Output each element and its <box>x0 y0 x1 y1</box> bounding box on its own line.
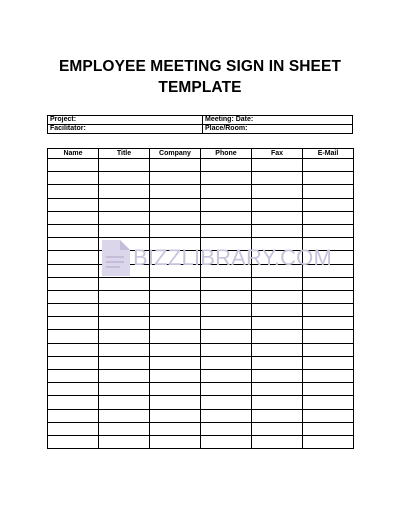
title-cell[interactable] <box>99 383 150 396</box>
place-room-field[interactable]: Place/Room: <box>203 125 353 134</box>
email-cell[interactable] <box>303 224 354 237</box>
company-cell[interactable] <box>150 211 201 224</box>
table-row <box>48 343 354 356</box>
table-row <box>48 422 354 435</box>
fax-cell[interactable] <box>252 304 303 317</box>
name-cell[interactable] <box>48 224 99 237</box>
table-row <box>48 172 354 185</box>
fax-cell[interactable] <box>252 343 303 356</box>
phone-cell[interactable] <box>201 198 252 211</box>
title-cell[interactable] <box>99 159 150 172</box>
company-cell[interactable] <box>150 159 201 172</box>
facilitator-field[interactable]: Facilitator: <box>48 125 203 134</box>
table-row <box>48 370 354 383</box>
name-cell[interactable] <box>48 198 99 211</box>
title-cell[interactable] <box>99 370 150 383</box>
fax-cell[interactable] <box>252 396 303 409</box>
company-cell[interactable] <box>150 343 201 356</box>
email-cell[interactable] <box>303 290 354 303</box>
email-cell[interactable] <box>303 211 354 224</box>
title-cell[interactable] <box>99 435 150 448</box>
fax-cell[interactable] <box>252 224 303 237</box>
email-cell[interactable] <box>303 356 354 369</box>
meeting-date-field[interactable]: Meeting: Date: <box>203 116 353 125</box>
name-cell[interactable] <box>48 238 99 251</box>
fax-cell[interactable] <box>252 277 303 290</box>
table-row <box>48 330 354 343</box>
table-row <box>48 211 354 224</box>
title-cell[interactable] <box>99 172 150 185</box>
fax-cell[interactable] <box>252 330 303 343</box>
table-row <box>48 290 354 303</box>
title-cell[interactable] <box>99 304 150 317</box>
name-cell[interactable] <box>48 251 99 264</box>
title-cell[interactable] <box>99 409 150 422</box>
table-row <box>48 317 354 330</box>
email-cell[interactable] <box>303 370 354 383</box>
name-cell[interactable] <box>48 356 99 369</box>
title-cell[interactable] <box>99 330 150 343</box>
phone-cell[interactable] <box>201 422 252 435</box>
fax-cell[interactable] <box>252 159 303 172</box>
phone-cell[interactable] <box>201 224 252 237</box>
signin-table <box>47 148 354 449</box>
project-field[interactable]: Project: <box>48 116 203 125</box>
column-header-company: Company <box>150 149 201 159</box>
phone-cell[interactable] <box>201 383 252 396</box>
fax-cell[interactable] <box>252 211 303 224</box>
table-row <box>48 224 354 237</box>
name-cell[interactable] <box>48 317 99 330</box>
company-cell[interactable] <box>150 185 201 198</box>
phone-cell[interactable] <box>201 370 252 383</box>
phone-cell[interactable] <box>201 330 252 343</box>
company-cell[interactable] <box>150 409 201 422</box>
phone-cell[interactable] <box>201 185 252 198</box>
email-cell[interactable] <box>303 330 354 343</box>
table-row <box>48 198 354 211</box>
fax-cell[interactable] <box>252 172 303 185</box>
company-cell[interactable] <box>150 356 201 369</box>
name-cell[interactable] <box>48 159 99 172</box>
watermark-text: BIZZLIBRARY.COM <box>133 245 333 270</box>
name-cell[interactable] <box>48 383 99 396</box>
company-cell[interactable] <box>150 383 201 396</box>
signin-table-body <box>48 159 354 449</box>
fax-cell[interactable] <box>252 198 303 211</box>
email-cell[interactable] <box>303 172 354 185</box>
title-cell[interactable] <box>99 290 150 303</box>
table-row <box>48 185 354 198</box>
fax-cell[interactable] <box>252 317 303 330</box>
title-cell[interactable] <box>99 224 150 237</box>
phone-cell[interactable] <box>201 304 252 317</box>
title-cell[interactable] <box>99 422 150 435</box>
email-cell[interactable] <box>303 422 354 435</box>
document-title-line-2: TEMPLATE <box>158 79 242 96</box>
company-cell[interactable] <box>150 370 201 383</box>
table-row <box>48 396 354 409</box>
phone-cell[interactable] <box>201 172 252 185</box>
name-cell[interactable] <box>48 343 99 356</box>
table-row <box>48 409 354 422</box>
phone-cell[interactable] <box>201 343 252 356</box>
phone-cell[interactable] <box>201 409 252 422</box>
fax-cell[interactable] <box>252 356 303 369</box>
table-row <box>48 277 354 290</box>
title-cell[interactable] <box>99 277 150 290</box>
phone-cell[interactable] <box>201 435 252 448</box>
email-cell[interactable] <box>303 198 354 211</box>
column-header-fax: Fax <box>252 149 303 159</box>
fax-cell[interactable] <box>252 422 303 435</box>
email-cell[interactable] <box>303 277 354 290</box>
fax-cell[interactable] <box>252 409 303 422</box>
company-cell[interactable] <box>150 172 201 185</box>
email-cell[interactable] <box>303 383 354 396</box>
fax-cell[interactable] <box>252 383 303 396</box>
name-cell[interactable] <box>48 172 99 185</box>
name-cell[interactable] <box>48 185 99 198</box>
company-cell[interactable] <box>150 198 201 211</box>
info-row <box>48 125 353 134</box>
email-cell[interactable] <box>303 317 354 330</box>
email-cell[interactable] <box>303 343 354 356</box>
table-row <box>48 435 354 448</box>
company-cell[interactable] <box>150 330 201 343</box>
document-title-line-1: EMPLOYEE MEETING SIGN IN SHEET <box>58 58 342 75</box>
watermark <box>101 238 333 278</box>
table-row <box>48 304 354 317</box>
title-cell[interactable] <box>99 356 150 369</box>
title-cell[interactable] <box>99 343 150 356</box>
email-cell[interactable] <box>303 159 354 172</box>
name-cell[interactable] <box>48 290 99 303</box>
company-cell[interactable] <box>150 435 201 448</box>
company-cell[interactable] <box>150 224 201 237</box>
name-cell[interactable] <box>48 330 99 343</box>
email-cell[interactable] <box>303 396 354 409</box>
title-cell[interactable] <box>99 211 150 224</box>
email-cell[interactable] <box>303 304 354 317</box>
name-cell[interactable] <box>48 409 99 422</box>
company-cell[interactable] <box>150 396 201 409</box>
company-cell[interactable] <box>150 422 201 435</box>
column-header-email: E-Mail <box>303 149 354 159</box>
meeting-info-table <box>47 115 353 134</box>
document-icon <box>101 239 131 277</box>
table-row <box>48 356 354 369</box>
phone-cell[interactable] <box>201 277 252 290</box>
info-row <box>48 116 353 125</box>
fax-cell[interactable] <box>252 435 303 448</box>
fax-cell[interactable] <box>252 370 303 383</box>
column-header-name: Name <box>48 149 99 159</box>
column-header-title: Title <box>99 149 150 159</box>
phone-cell[interactable] <box>201 159 252 172</box>
phone-cell[interactable] <box>201 211 252 224</box>
company-cell[interactable] <box>150 317 201 330</box>
signin-header-row <box>48 149 354 159</box>
name-cell[interactable] <box>48 422 99 435</box>
fax-cell[interactable] <box>252 185 303 198</box>
title-cell[interactable] <box>99 317 150 330</box>
title-cell[interactable] <box>99 396 150 409</box>
email-cell[interactable] <box>303 185 354 198</box>
company-cell[interactable] <box>150 277 201 290</box>
name-cell[interactable] <box>48 264 99 277</box>
phone-cell[interactable] <box>201 290 252 303</box>
email-cell[interactable] <box>303 435 354 448</box>
name-cell[interactable] <box>48 396 99 409</box>
email-cell[interactable] <box>303 409 354 422</box>
name-cell[interactable] <box>48 435 99 448</box>
name-cell[interactable] <box>48 277 99 290</box>
phone-cell[interactable] <box>201 317 252 330</box>
name-cell[interactable] <box>48 370 99 383</box>
table-row <box>48 159 354 172</box>
company-cell[interactable] <box>150 290 201 303</box>
column-header-phone: Phone <box>201 149 252 159</box>
name-cell[interactable] <box>48 304 99 317</box>
fax-cell[interactable] <box>252 290 303 303</box>
table-row <box>48 383 354 396</box>
company-cell[interactable] <box>150 304 201 317</box>
name-cell[interactable] <box>48 211 99 224</box>
phone-cell[interactable] <box>201 356 252 369</box>
title-cell[interactable] <box>99 185 150 198</box>
title-cell[interactable] <box>99 198 150 211</box>
phone-cell[interactable] <box>201 396 252 409</box>
